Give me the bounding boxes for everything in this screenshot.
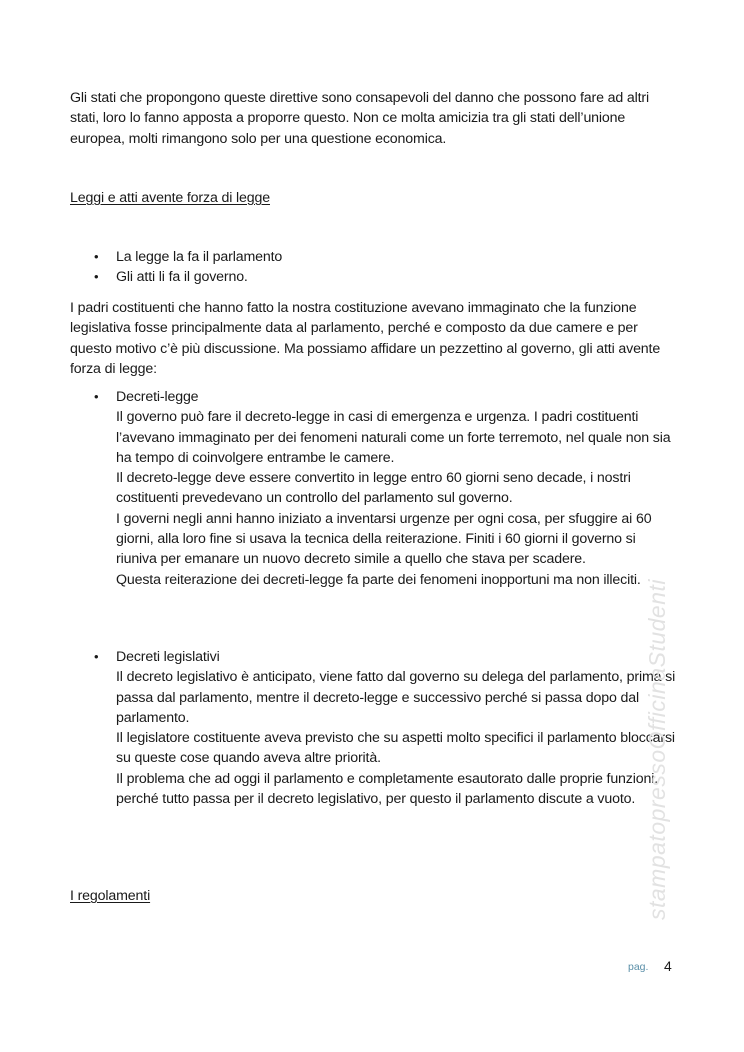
item-line: Il legislatore costituente aveva previsto che su aspetti molto specifici il parlamento bloccarsi su queste cose quando aveva altre priorità. xyxy=(116,730,675,767)
bullet-icon: • xyxy=(94,269,99,285)
list-item-decreti-legge xyxy=(70,387,680,590)
bullet-list-decreti-legge xyxy=(70,387,680,590)
bullet-list-legge-atti xyxy=(70,247,680,288)
item-line: Il decreto legislativo è anticipato, viene fatto dal governo su delega del parlamento, prima si passa dal parlamento, mentre il decreto-legge e successivo perché si passa dopo dal parlamento. xyxy=(116,669,676,726)
intro-paragraph: Gli stati che propongono queste direttive sono consapevoli del danno che possono fare ad altri stati, loro lo fanno apposta a proporre questo. Non ce molta amicizia tra gli stati dell’unione europea, molti rimangono solo per una questione economica. xyxy=(70,90,650,147)
item-title: Decreti legislativi xyxy=(116,649,220,665)
bullet-icon: • xyxy=(94,649,99,664)
section-heading-regolamenti: I regolamenti xyxy=(70,888,151,904)
section-heading-leggi: Leggi e atti avente forza di legge xyxy=(70,190,270,206)
list-item-text: La legge la fa il parlamento xyxy=(116,249,283,265)
item-line: Il problema che ad oggi il parlamento e completamente esautorato dalle proprie funzioni, perché tutto passa per il decreto legislativo, per questo il parlamento discute a vuoto. xyxy=(116,770,659,808)
bullet-list-decreti-legislativi xyxy=(70,647,680,809)
list-item xyxy=(70,267,680,287)
footer-page-label: pag. xyxy=(628,961,649,973)
item-line: Il governo può fare il decreto-legge in casi di emergenza e urgenza. I padri costituenti l’avevano immaginato per dei fenomeni naturali come un forte terremoto, nel quale non sia ha tempo di coinvolgere entrambe le camere. xyxy=(116,409,671,466)
watermark: stampatopressoOfficinaStudenti xyxy=(644,578,670,920)
list-item-decreti-legislativi xyxy=(70,647,680,809)
padri-costituenti-paragraph: I padri costituenti che hanno fatto la nostra costituzione avevano immaginato che la funzione legislativa fosse principalmente data al parlamento, perché e composto da due camere e per questo motivo c’è più discussione. Ma possiamo affidare un pezzettino al governo, gli atti avente forza di legge: xyxy=(70,300,661,377)
list-item-text: Gli atti li fa il governo. xyxy=(116,269,248,286)
item-line: Il decreto-legge deve essere convertito in legge entro 60 giorni seno decade, i nostri costituenti prevedevano un controllo del parlamento sul governo. xyxy=(116,470,631,507)
footer-page-number: 4 xyxy=(664,958,672,974)
item-line: I governi negli anni hanno iniziato a inventarsi urgenze per ogni cosa, per sfuggire ai 60 giorni, alla loro fine si usava la tecnica della reiterazione. Finiti i 60 giorni il governo si riuniva per emanare un nuovo decreto simile a quello che stava per scadere. xyxy=(116,510,652,568)
bullet-icon: • xyxy=(94,389,99,404)
list-item xyxy=(70,247,680,267)
item-line: Questa reiterazione dei decreti-legge fa parte dei fenomeni inopportuni ma non illeciti. xyxy=(116,571,641,588)
item-title: Decreti-legge xyxy=(116,389,199,405)
bullet-icon: • xyxy=(94,249,99,264)
